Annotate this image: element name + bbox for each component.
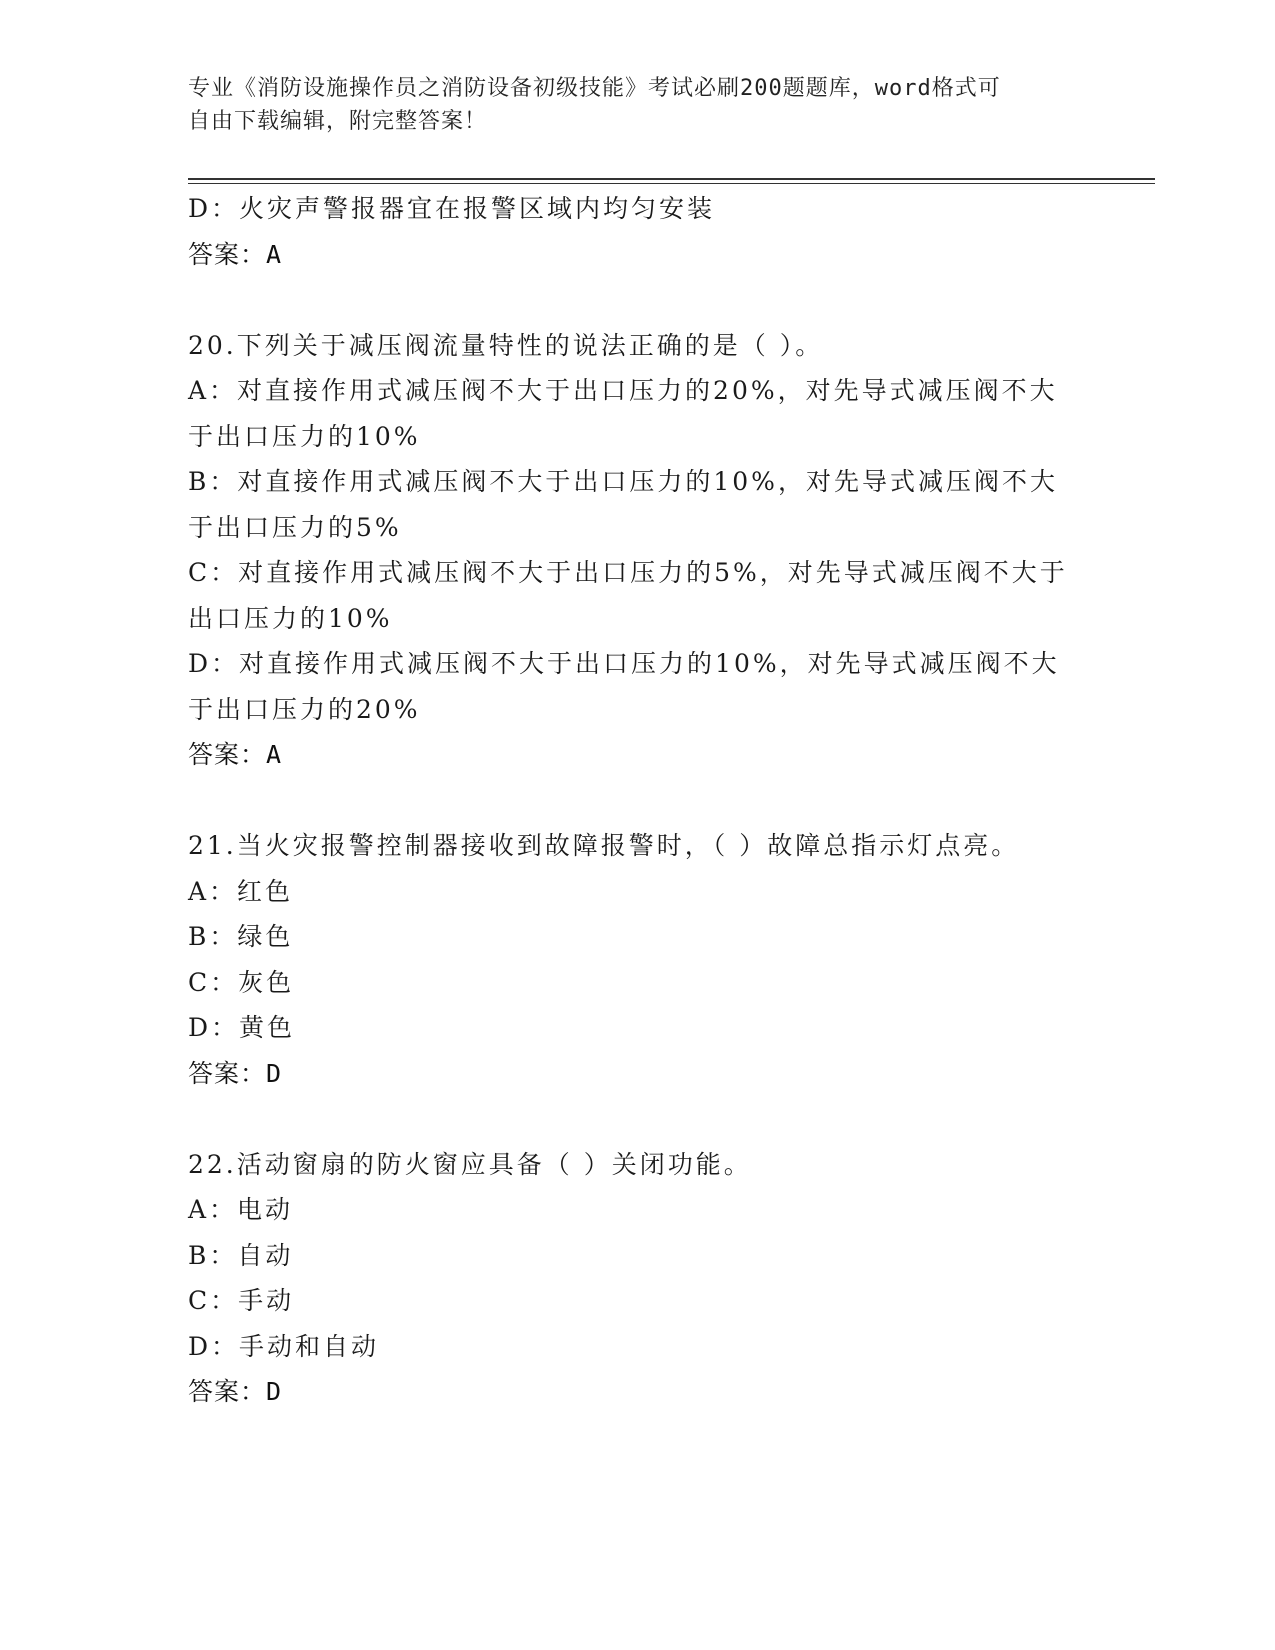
previous-option-d: D：火灾声警报器宜在报警区域内均匀安装: [188, 194, 716, 223]
question-21-answer: 答案：D: [188, 1058, 283, 1088]
question-21-stem: 21.当火灾报警控制器接收到故障报警时，（ ）故障总指示灯点亮。: [188, 831, 1020, 860]
question-20-option-c: C：对直接作用式减压阀不大于出口压力的5%，对先导式减压阀不大于: [188, 558, 1068, 587]
question-21-option-b: B：绿色: [188, 922, 294, 951]
question-21-option-d: D：黄色: [188, 1013, 296, 1042]
question-21: [188, 823, 1088, 1096]
question-20-option-d: D：对直接作用式减压阀不大于出口压力的10%，对先导式减压阀不大: [188, 649, 1060, 678]
question-20-option-b: B：对直接作用式减压阀不大于出口压力的10%，对先导式减压阀不大: [188, 467, 1058, 496]
question-22-option-c: C：手动: [188, 1286, 295, 1315]
spacer: [188, 1096, 1088, 1142]
question-21-option-c: C：灰色: [188, 967, 295, 997]
spacer: [188, 277, 1088, 323]
question-22: [188, 1142, 1088, 1415]
question-22-answer: 答案：D: [188, 1377, 283, 1406]
question-20-option-a: A：对直接作用式减压阀不大于出口压力的20%，对先导式减压阀不大: [188, 376, 1058, 405]
question-20-option-d-cont: 于出口压力的20%: [188, 694, 421, 724]
question-20-stem: 20.下列关于减压阀流量特性的说法正确的是（ ）。: [188, 330, 824, 360]
header-divider-thin: [188, 183, 1155, 184]
question-22-option-a: A：电动: [188, 1195, 294, 1224]
header-divider-thick: [188, 178, 1155, 180]
question-22-option-d: D：手动和自动: [188, 1331, 380, 1361]
question-20-option-a-cont: 于出口压力的10%: [188, 421, 421, 451]
header-line-1: 专业《消防设施操作员之消防设备初级技能》考试必刷200题题库，word格式可: [188, 76, 1001, 101]
question-21-option-a: A：红色: [188, 876, 294, 906]
question-22-stem: 22.活动窗扇的防火窗应具备（ ）关闭功能。: [188, 1149, 752, 1179]
document-header: [188, 72, 1068, 138]
question-20: [188, 323, 1088, 778]
question-22-option-b: B：自动: [188, 1240, 294, 1270]
question-20-option-c-cont: 出口压力的10%: [188, 603, 393, 633]
question-content: [188, 186, 1088, 1415]
previous-answer: 答案：A: [188, 239, 283, 269]
question-20-option-b-cont: 于出口压力的5%: [188, 512, 402, 542]
spacer: [188, 778, 1088, 824]
question-20-answer: 答案：A: [188, 740, 283, 769]
header-line-2: 自由下载编辑，附完整答案！: [188, 109, 488, 134]
